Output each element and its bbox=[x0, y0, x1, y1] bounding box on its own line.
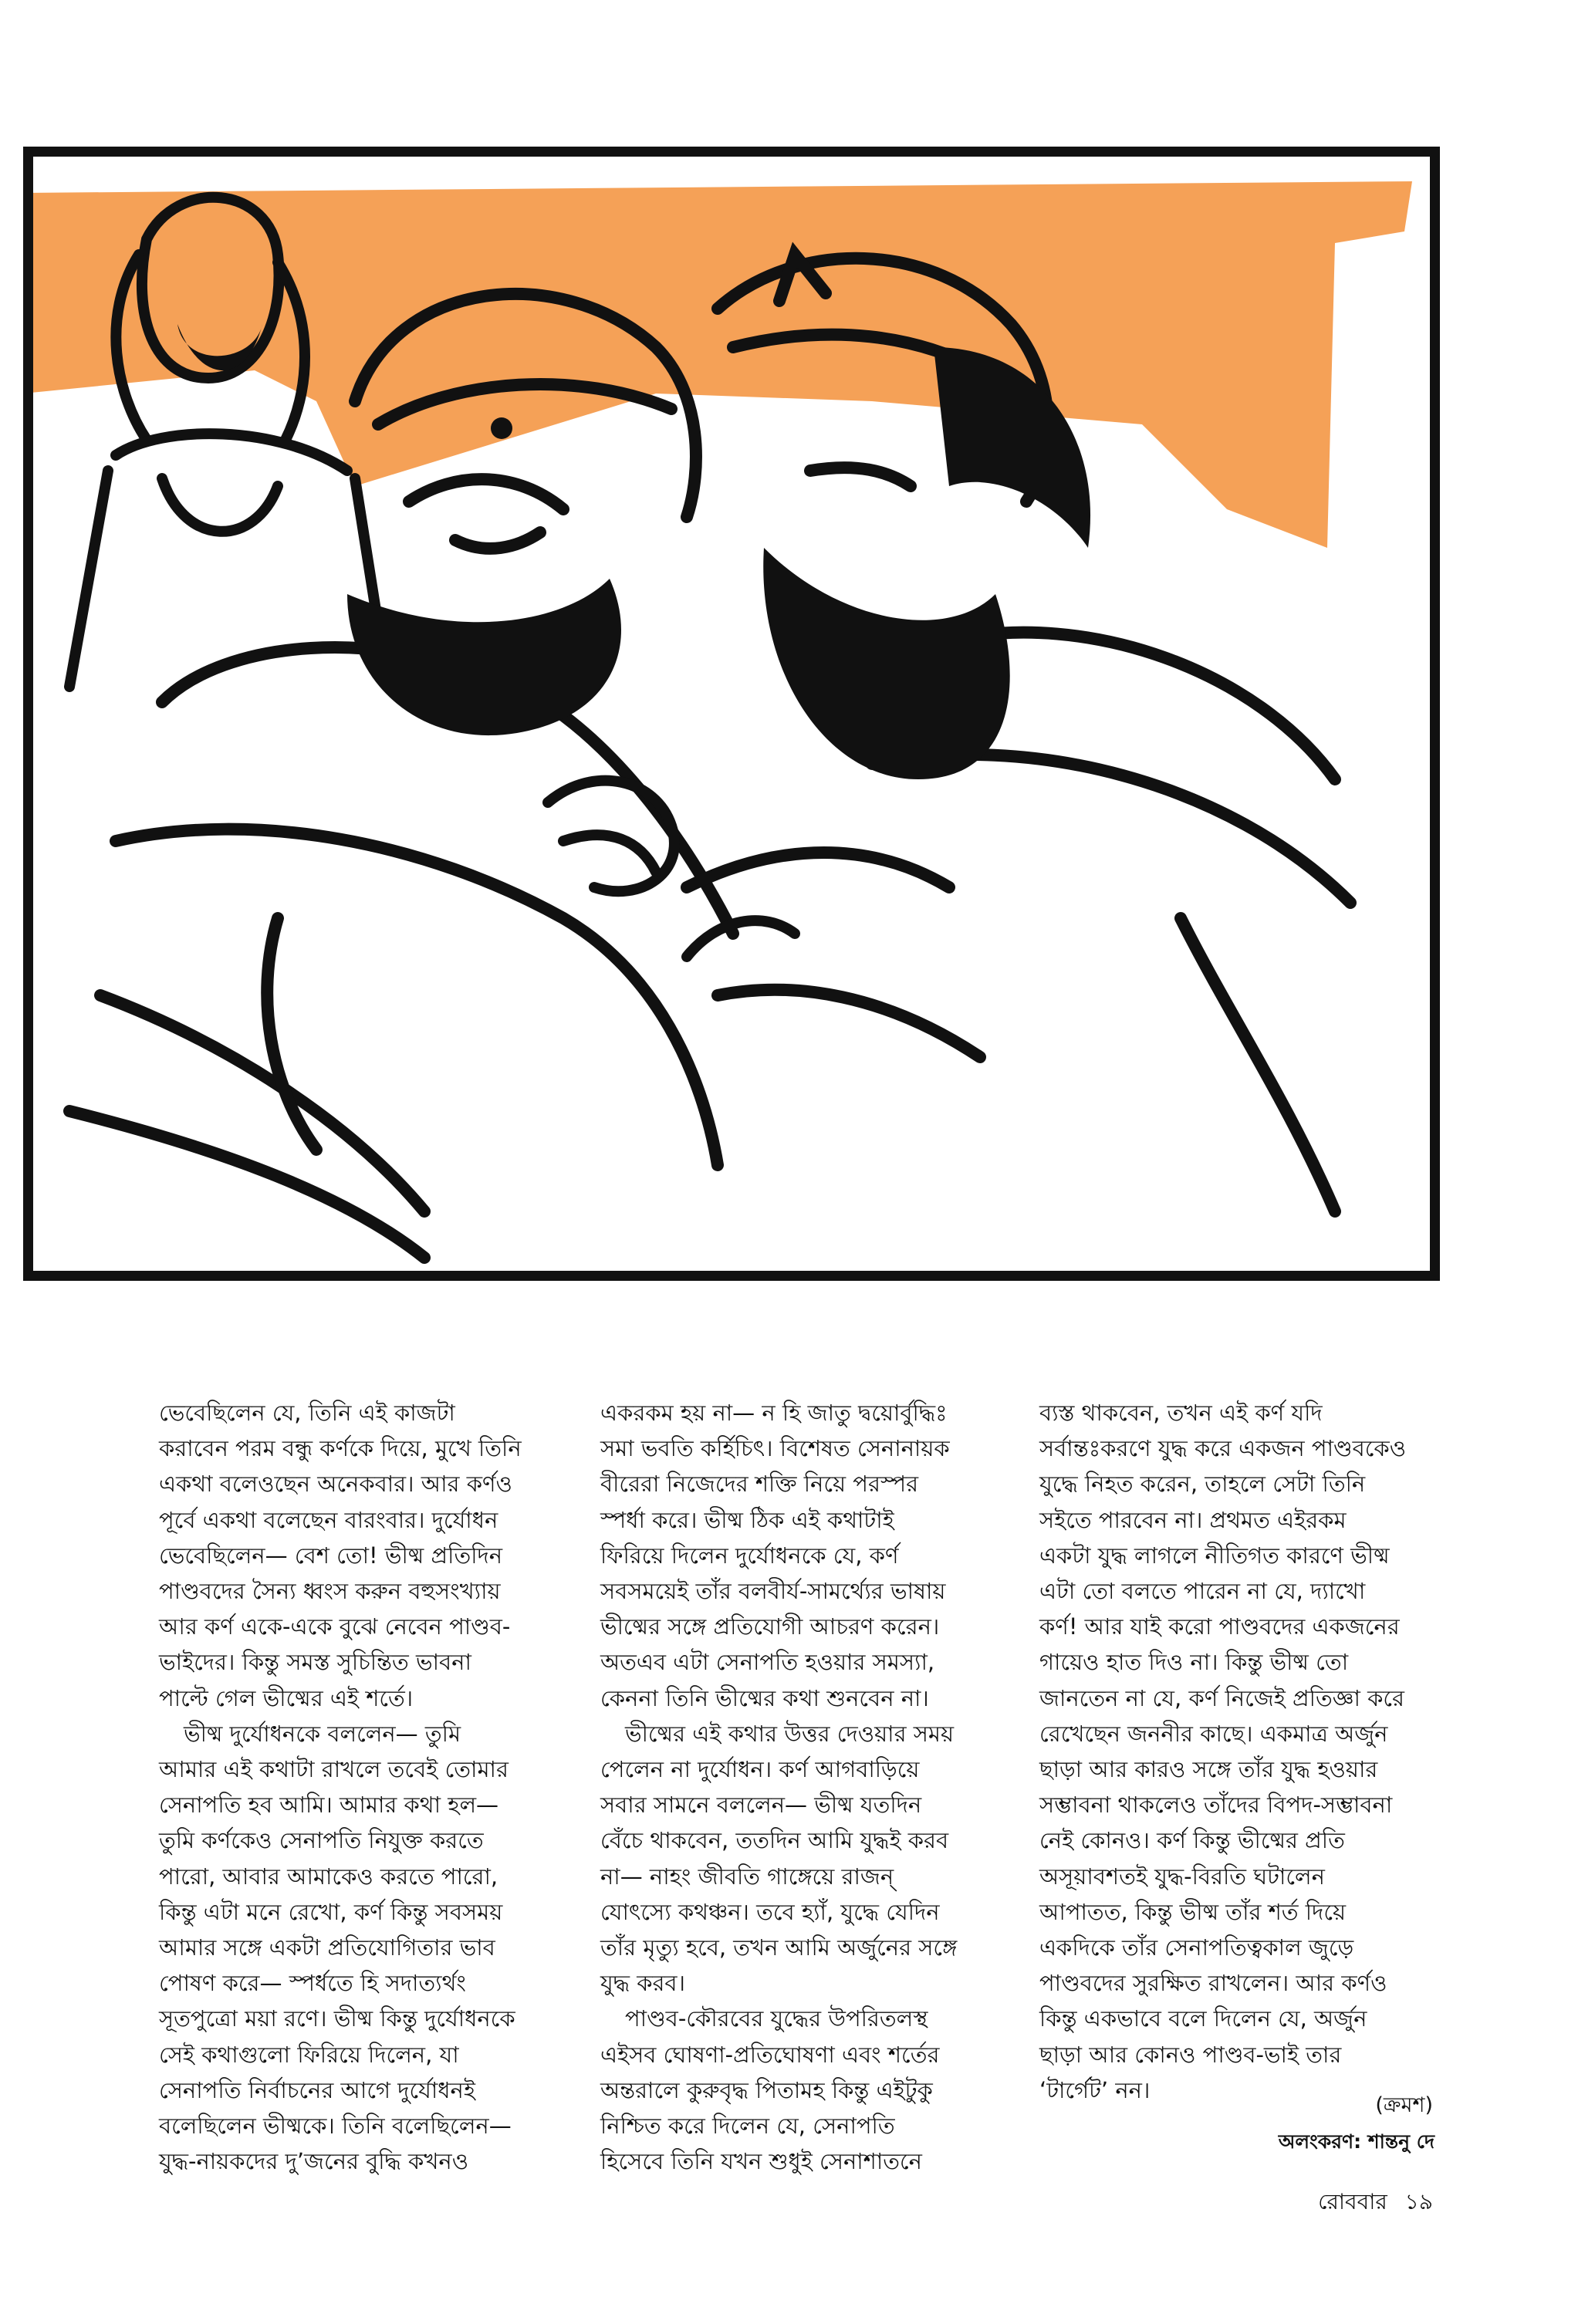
text-line: সেনাপতি হব আমি। আমার কথা হল— bbox=[159, 1792, 499, 1819]
paragraph bbox=[600, 2001, 982, 2179]
page-footer bbox=[1307, 2185, 1433, 2221]
text-line: নিশ্চিত করে দিলেন যে, সেনাপতি bbox=[600, 2113, 895, 2140]
illustration-drawing bbox=[23, 147, 1440, 1281]
text-line: পোষণ করে— স্পর্ধতে হি সদাত্যর্থং bbox=[159, 1970, 466, 1997]
text-line: পাল্টে গেল ভীষ্মের এই শর্তে। bbox=[159, 1684, 414, 1711]
text-line: সবার সামনে বললেন— ভীষ্ম যতদিন bbox=[600, 1792, 922, 1819]
text-line: পাণ্ডবদের সৈন্য ধ্বংস করুন বহুসংখ্যায় bbox=[159, 1578, 501, 1605]
text-line: কিন্তু এটা মনে রেখো, কর্ণ কিন্তু সবসময় bbox=[159, 1898, 503, 1925]
text-line: যুদ্ধ-নায়কদের দু’জনের বুদ্ধি কখনও bbox=[159, 2148, 469, 2175]
text-line: পারো, আবার আমাকেও করতে পারো, bbox=[159, 1863, 498, 1890]
text-line: ফিরিয়ে দিলেন দুর্যোধনকে যে, কর্ণ bbox=[600, 1542, 899, 1569]
text-line: কর্ণ! আর যাই করো পাণ্ডবদের একজনের bbox=[1039, 1613, 1400, 1640]
text-line: বলেছিলেন ভীষ্মকে। তিনি বলেছিলেন— bbox=[159, 2113, 512, 2140]
illustration-credit: অলংকরণ: শান্তনু দে bbox=[1278, 2130, 1434, 2153]
text-line: আর কর্ণ একে-একে বুঝে নেবেন পাণ্ডব- bbox=[159, 1613, 511, 1640]
text-line: অন্তরালে কুরুবৃদ্ধ পিতামহ কিন্তু এইটুকু bbox=[600, 2076, 933, 2103]
text-line: তাঁর মৃত্যু হবে, তখন আমি অর্জুনের সঙ্গে bbox=[600, 1934, 958, 1961]
text-line: অসূয়াবশতই যুদ্ধ-বিরতি ঘটালেন bbox=[1039, 1863, 1325, 1890]
text-line: ভাইদের। কিন্তু সমস্ত সুচিন্তিত ভাবনা bbox=[159, 1649, 471, 1676]
paragraph bbox=[159, 1395, 541, 1716]
text-line: আমার এই কথাটা রাখলে তবেই তোমার bbox=[159, 1756, 509, 1783]
magazine-name: রোববার bbox=[1318, 2189, 1387, 2214]
text-line: ভীষ্মের সঙ্গে প্রতিযোগী আচরণ করেন। bbox=[600, 1613, 940, 1640]
text-line: কেননা তিনি ভীষ্মের কথা শুনবেন না। bbox=[600, 1684, 929, 1711]
text-line: একথা বলেওছেন অনেকবার। আর কর্ণও bbox=[159, 1471, 512, 1498]
text-line: তুমি কর্ণকেও সেনাপতি নিযুক্ত করতে bbox=[159, 1827, 484, 1854]
text-line: যুদ্ধ করব। bbox=[600, 1970, 685, 1997]
text-line: কিন্তু একভাবে বলে দিলেন যে, অর্জুন bbox=[1039, 2005, 1367, 2032]
text-line: বেঁচে থাকবেন, ততদিন আমি যুদ্ধই করব bbox=[600, 1827, 949, 1854]
text-line: সইতে পারবেন না। প্রথমত এইরকম bbox=[1039, 1506, 1347, 1533]
karna-beard bbox=[763, 548, 1009, 779]
paragraph bbox=[1039, 1395, 1421, 2108]
text-line: ব্যস্ত থাকবেন, তখন এই কর্ণ যদি bbox=[1039, 1400, 1323, 1426]
paragraph bbox=[600, 1716, 982, 2001]
text-line: ভেবেছিলেন যে, তিনি এই কাজটা bbox=[159, 1400, 455, 1426]
text-line: সবসময়েই তাঁর বলবীর্য-সামর্থ্যের ভাষায় bbox=[600, 1578, 946, 1605]
text-line: সমা ভবতি কর্হিচিৎ। বিশেষত সেনানায়ক bbox=[600, 1435, 950, 1462]
text-line: পূর্বে একথা বলেছেন বারংবার। দুর্যোধন bbox=[159, 1506, 498, 1533]
text-line: বীরেরা নিজেদের শক্তি নিয়ে পরস্পর bbox=[600, 1471, 919, 1498]
text-line: যুদ্ধে নিহত করেন, তাহলে সেটা তিনি bbox=[1039, 1471, 1366, 1498]
text-column-2 bbox=[600, 1395, 982, 2179]
text-line: পেলেন না দুর্যোধন। কর্ণ আগবাড়িয়ে bbox=[600, 1756, 920, 1783]
text-line: সেনাপতি নির্বাচনের আগে দুর্যোধনই bbox=[159, 2076, 475, 2103]
text-line: ছাড়া আর কোনও পাণ্ডব-ভাই তার bbox=[1039, 2041, 1342, 2068]
text-line: হিসেবে তিনি যখন শুধুই সেনাশাতনে bbox=[600, 2148, 922, 2175]
paragraph bbox=[600, 1395, 982, 1716]
text-column-1 bbox=[159, 1395, 541, 2179]
text-line: সম্ভাবনা থাকলেও তাঁদের বিপদ-সম্ভাবনা bbox=[1039, 1792, 1393, 1819]
text-line: আপাতত, কিন্তু ভীষ্ম তাঁর শর্ত দিয়ে bbox=[1039, 1898, 1347, 1925]
page-number: ১৯ bbox=[1404, 2189, 1433, 2214]
text-line: করাবেন পরম বন্ধু কর্ণকে দিয়ে, মুখে তিনি bbox=[159, 1435, 522, 1462]
text-line: স্পর্ধা করে। ভীষ্ম ঠিক এই কথাটাই bbox=[600, 1506, 894, 1533]
text-line: ভেবেছিলেন— বেশ তো! ভীষ্ম প্রতিদিন bbox=[159, 1542, 503, 1569]
illustration-panel bbox=[23, 147, 1440, 1281]
bhishma-beard bbox=[347, 579, 621, 735]
text-line: সর্বান্তঃকরণে যুদ্ধ করে একজন পাণ্ডবকেও bbox=[1039, 1435, 1407, 1462]
text-line: আমার সঙ্গে একটা প্রতিযোগিতার ভাব bbox=[159, 1934, 495, 1961]
paragraph bbox=[159, 1716, 541, 2180]
text-line: পাণ্ডবদের সুরক্ষিত রাখলেন। আর কর্ণও bbox=[1039, 1970, 1387, 1997]
text-line: জানতেন না যে, কর্ণ নিজেই প্রতিজ্ঞা করে bbox=[1039, 1684, 1404, 1711]
text-line: যোৎস্যে কথঞ্চন। তবে হ্যাঁ, যুদ্ধে যেদিন bbox=[600, 1898, 940, 1925]
text-line: একরকম হয় না— ন হি জাতু দ্বয়োর্বুদ্ধিঃ bbox=[600, 1400, 948, 1426]
text-line: গায়েও হাত দিও না। কিন্তু ভীষ্ম তো bbox=[1039, 1649, 1349, 1676]
text-line: ছাড়া আর কারও সঙ্গে তাঁর যুদ্ধ হওয়ার bbox=[1039, 1756, 1378, 1783]
bhishma-tilak bbox=[491, 417, 512, 439]
text-line: রেখেছেন জননীর কাছে। একমাত্র অর্জুন bbox=[1039, 1720, 1388, 1747]
text-line: ভীষ্মের এই কথার উত্তর দেওয়ার সময় bbox=[625, 1720, 955, 1747]
text-line: একদিকে তাঁর সেনাপতিত্বকাল জুড়ে bbox=[1039, 1934, 1354, 1961]
text-line: ভীষ্ম দুর্যোধনকে বললেন— তুমি bbox=[184, 1720, 461, 1747]
text-line: এইসব ঘোষণা-প্রতিঘোষণা এবং শর্তের bbox=[600, 2041, 940, 2068]
text-line: ‘টার্গেট’ নন। bbox=[1039, 2076, 1151, 2103]
text-line: সেই কথাগুলো ফিরিয়ে দিলেন, যা bbox=[159, 2041, 459, 2068]
text-line: এটা তো বলতে পারেন না যে, দ্যাখো bbox=[1039, 1578, 1366, 1605]
continued-note: (ক্রমশ) bbox=[1375, 2093, 1433, 2117]
text-line: একটা যুদ্ধ লাগলে নীতিগত কারণে ভীষ্ম bbox=[1039, 1542, 1390, 1569]
text-line: নেই কোনও। কর্ণ কিন্তু ভীষ্মের প্রতি bbox=[1039, 1827, 1345, 1854]
text-line: না— নাহং জীবতি গাঙ্গেয়ে রাজন্ bbox=[600, 1863, 894, 1890]
text-line: সূতপুত্রো ময়া রণে। ভীষ্ম কিন্তু দুর্যোধনকে bbox=[159, 2005, 515, 2032]
text-column-3 bbox=[1039, 1395, 1421, 2108]
text-line: পাণ্ডব-কৌরবের যুদ্ধের উপরিতলস্থ bbox=[625, 2005, 928, 2032]
text-line: অতএব এটা সেনাপতি হওয়ার সমস্যা, bbox=[600, 1649, 935, 1676]
